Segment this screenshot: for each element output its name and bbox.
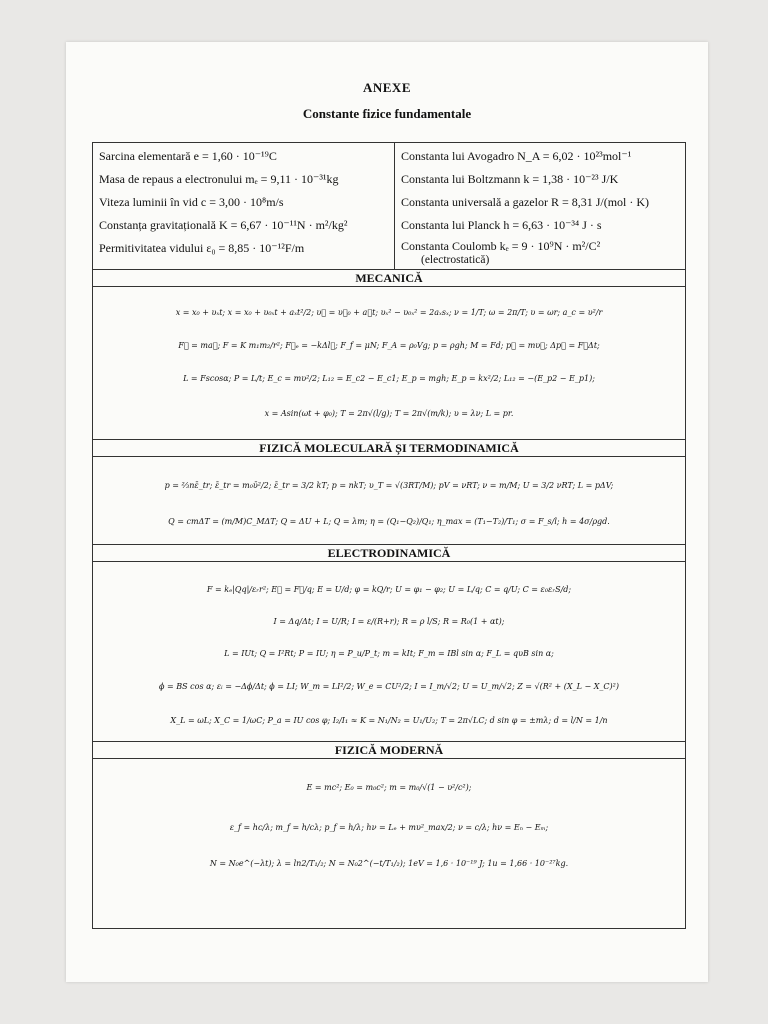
constant-coulomb: Constanta Coulomb kₑ = 9 · 10⁹N · m²/C² (401, 239, 601, 253)
constant-planck: Constanta lui Planck h = 6,63 · 10⁻³⁴ J · s (401, 218, 602, 232)
constant-gas: Constanta universală a gazelor R = 8,31 J/(mol · K) (401, 195, 650, 209)
section-title-electro: ELECTRODINAMICĂ (327, 546, 451, 560)
constant-elementary-charge: Sarcina elementară e = 1,60 · 10⁻¹⁹C (99, 149, 277, 163)
formula-line: F = kₑ|Qq|/εᵣr²; E⃗ = F⃗/q; E = U/d; φ = kQ/r; U = φ₁ − φ₂; U = L/q; C = q/U; C = ε₀εᵣS/d; (206, 585, 572, 594)
formula-line: L = Fscosα; P = L/t; E_c = mυ²/2; L₁₂ = E_c2 − E_c1; E_p = mgh; E_p = kx²/2; L₁₂ = −(E_p2 − E_p1); (183, 374, 595, 383)
page-title: ANEXE (362, 80, 411, 95)
constant-speed-of-light: Viteza luminii în vid c = 3,00 · 10⁸m/s (99, 195, 284, 209)
formula-line: x = Asin(ωt + φ₀); T = 2π√(l/g); T = 2π√(m/k); υ = λν; L = pr. (264, 409, 514, 418)
formula-line: F⃗ = ma⃗; F = K m₁m₂/r²; F⃗ₑ = −kΔl⃗; F_f = μN; F_A = ρ₀Vg; p = ρgh; M = Fd; p⃗ = mυ⃗; Δp⃗ = F⃗Δt; (178, 341, 600, 350)
constant-gravitational: Constanța gravitațională K = 6,67 · 10⁻¹¹N · m²/kg² (99, 218, 348, 232)
formula-table (92, 142, 686, 929)
divider (93, 758, 685, 759)
constant-avogadro: Constanta lui Avogadro N_A = 6,02 · 10²³mol⁻¹ (401, 149, 632, 163)
constant-coulomb-note: (electrostatică) (421, 254, 490, 266)
formula-line: x = x₀ + υₓt; x = x₀ + υ₀ₓt + aₓt²/2; υ⃗ = υ⃗₀ + a⃗t; υₓ² − υ₀ₓ² = 2aₓsₓ; ν = 1/T; ω = 2π/T; υ = ωr; a_c = υ²/r (175, 308, 603, 317)
divider (93, 561, 685, 562)
constant-boltzmann: Constanta lui Boltzmann k = 1,38 · 10⁻²³ J/K (401, 172, 619, 186)
constant-electron-mass: Masa de repaus a electronului mₑ = 9,11 · 10⁻³¹kg (99, 172, 339, 186)
divider (93, 741, 685, 742)
column-divider (394, 143, 395, 269)
formula-line: I = Δq/Δt; I = U/R; I = ε/(R+r); R = ρ l/S; R = R₀(1 + αt); (273, 617, 505, 626)
formula-line: E = mc²; E₀ = m₀c²; m = m₀/√(1 − υ²/c²); (306, 783, 472, 792)
document-page (66, 42, 708, 982)
divider (93, 286, 685, 287)
formula-line: p = ⅔nε̄_tr; ε̄_tr = m₀ῡ²/2; ε̄_tr = 3/2 kT; p = nkT; υ_T = √(3RT/M); pV = νRT; ν = m/M; U = 3/2 νRT; L = pΔV; (164, 481, 614, 490)
section-title-mecanica: MECANICĂ (355, 271, 423, 285)
constant-vacuum-permittivity: Permitivitatea vidului ε₀ = 8,85 · 10⁻¹²F/m (99, 241, 305, 255)
divider (93, 269, 685, 270)
divider (93, 439, 685, 440)
section-title-molecular: FIZICĂ MOLECULARĂ ȘI TERMODINAMICĂ (259, 441, 519, 455)
divider (93, 544, 685, 545)
section-title-moderna: FIZICĂ MODERNĂ (334, 743, 444, 757)
formula-line: Q = cmΔT = (m/M)C_MΔT; Q = ΔU + L; Q = λm; η = (Q₁−Q₂)/Q₁; η_max = (T₁−T₂)/T₁; σ = F_s/l; h = 4σ/ρgd. (168, 517, 610, 526)
page-subtitle: Constante fizice fundamentale (302, 106, 472, 121)
constants-block (93, 143, 685, 269)
formula-line: ε_f = hc/λ; m_f = h/cλ; p_f = h/λ; hν = Lₑ + mυ²_max/2; ν = c/λ; hν = Eₙ − Eₘ; (229, 823, 549, 832)
formula-line: X_L = ωL; X_C = 1/ωC; P_a = IU cos φ; I₂/I₁ ≈ K = N₁/N₂ = U₁/U₂; T = 2π√LC; d sin φ = ±mλ; d = l/N = 1/n (170, 716, 608, 725)
formula-line: N = N₀e^(−λt); λ = ln2/T₁/₂; N = N₀2^(−t/T₁/₂); 1eV = 1,6 · 10⁻¹⁹ J; 1u = 1,66 · 10⁻²⁷kg. (209, 859, 569, 868)
formula-line: L = IUt; Q = I²Rt; P = IU; η = P_u/P_t; m = kIt; F_m = IBl sin α; F_L = qυB sin α; (224, 649, 554, 658)
formula-line: ϕ = BS cos α; εᵢ = −Δϕ/Δt; ϕ = LI; W_m = LI²/2; W_e = CU²/2; I = I_m/√2; U = U_m/√2; Z = √(R² + (X_L − X_C)²) (159, 682, 619, 691)
divider (93, 456, 685, 457)
